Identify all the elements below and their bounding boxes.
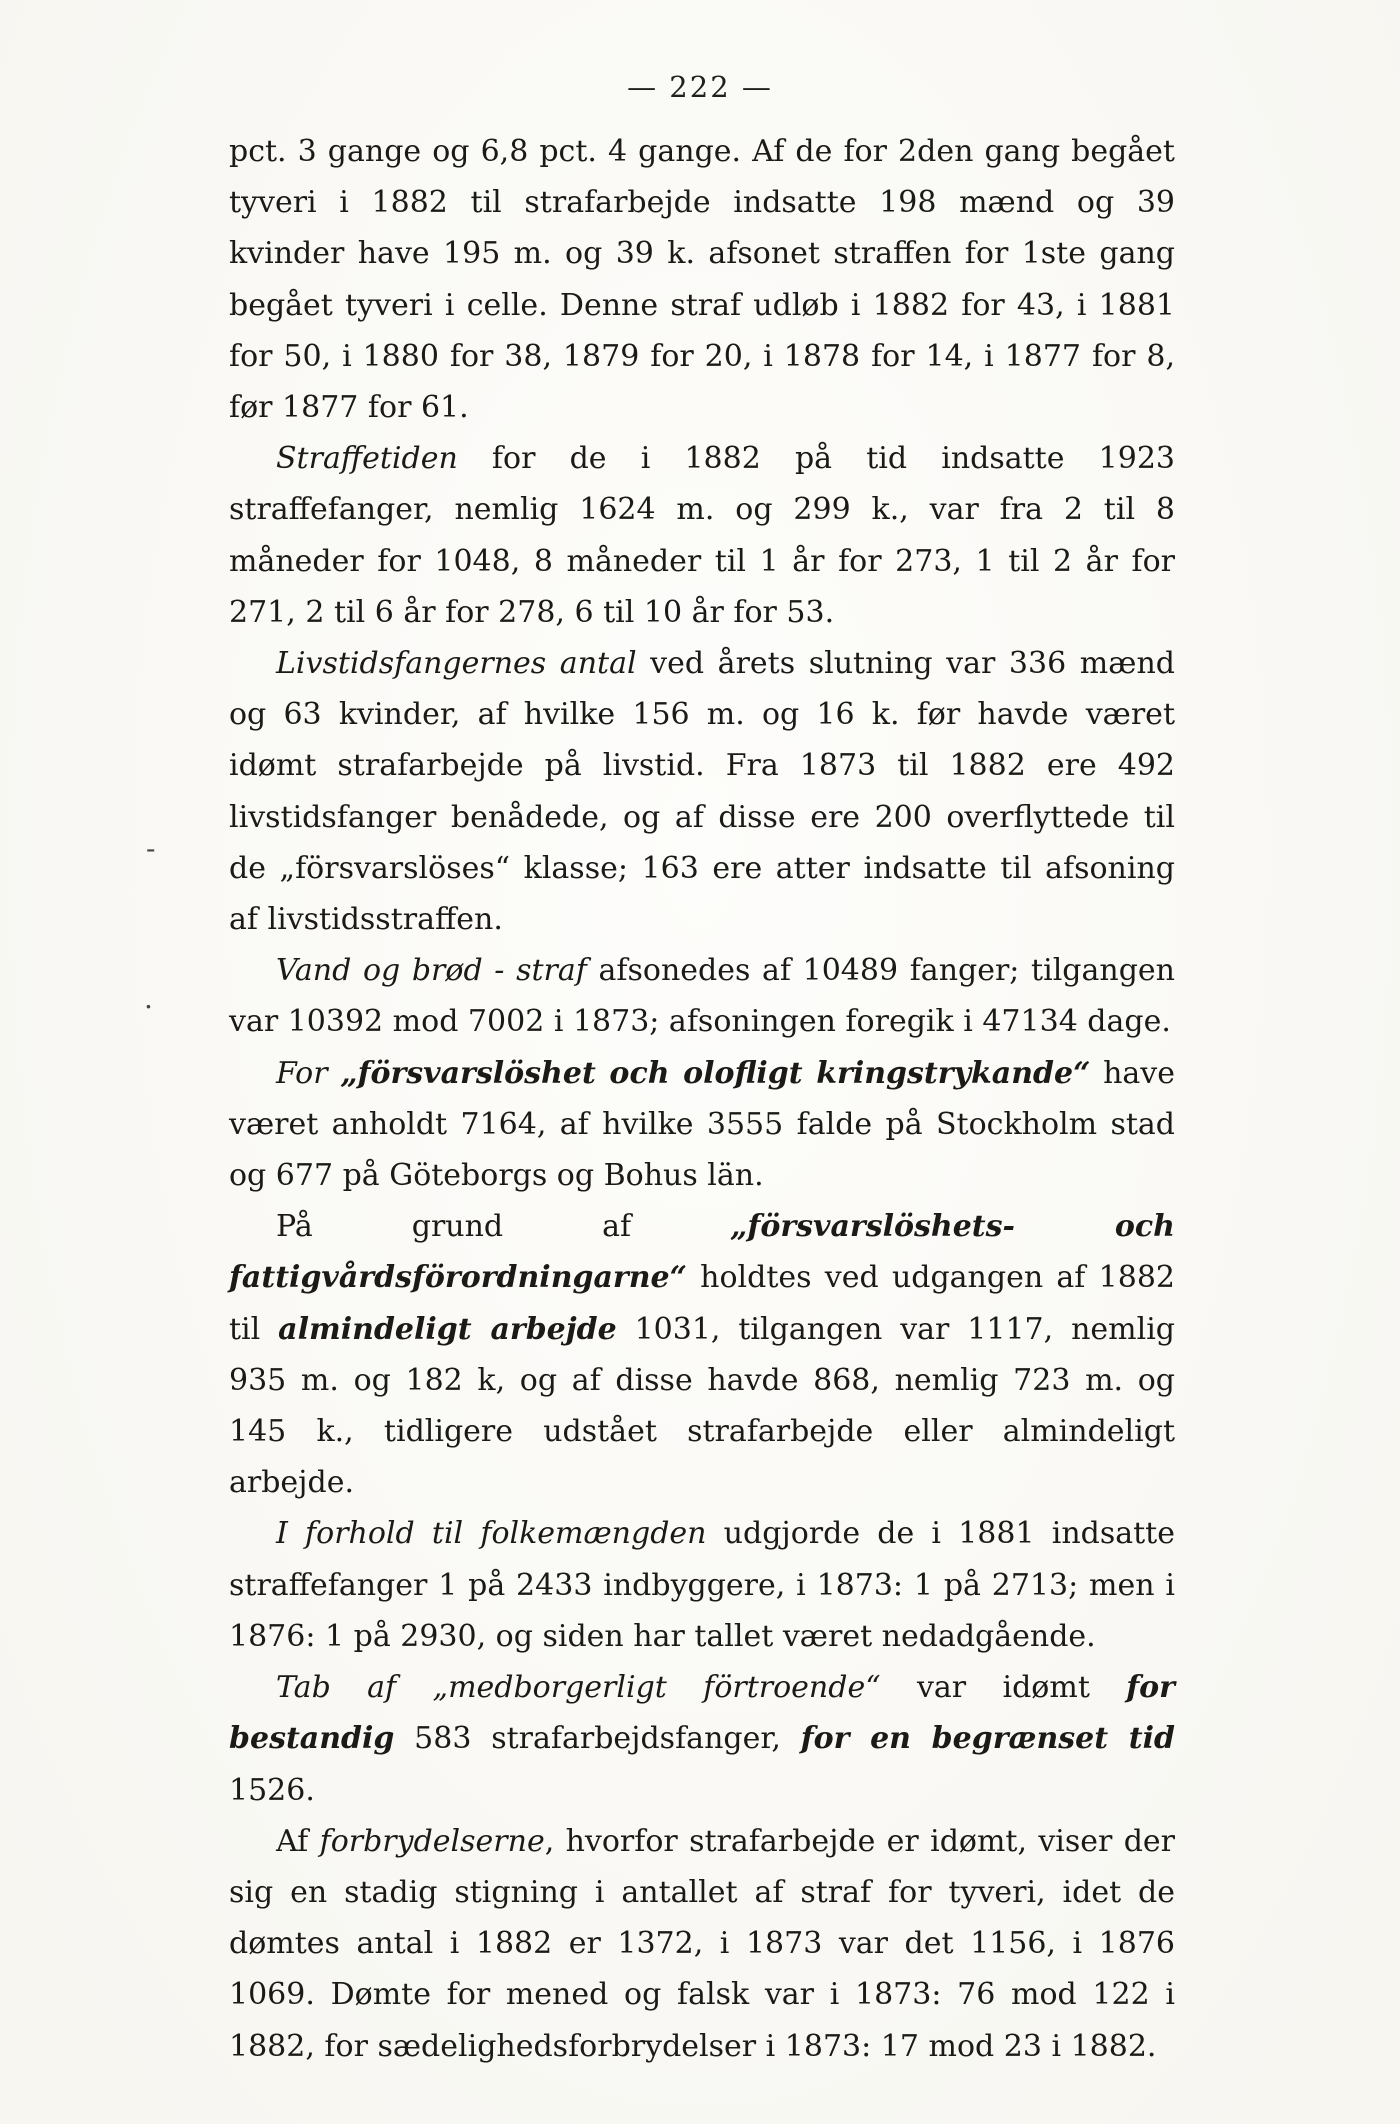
paragraph <box>229 1201 1175 1508</box>
emphasized-text-segment: Vand og brød - straf <box>276 953 587 989</box>
text-segment: holdtes ved udgangen af 1882 til <box>229 1260 1175 1347</box>
emphasized-text-segment: almindeligt arbejde <box>278 1311 617 1347</box>
emphasized-text-segment: „försvarslöshet och olofligt kringstrykande“ <box>340 1055 1091 1091</box>
emphasized-text-segment: I forhold til folkemængden <box>276 1516 707 1552</box>
paragraph <box>229 433 1175 638</box>
emphasized-text-segment: „försvarslöshets- och fattigvårdsförordningarne“ <box>229 1209 1175 1296</box>
emphasized-text-segment: for bestandig <box>229 1670 1175 1757</box>
text-segment: var idømt <box>880 1670 1127 1706</box>
text-segment: 1031, tilgangen var 1117, nemlig 935 m. og 182 k, og af disse havde 868, nemlig 723 m. og 145 k., tidligere udstået strafarbejde eller almindeligt arbejde. <box>229 1311 1175 1501</box>
emphasized-text-segment: For <box>276 1055 341 1091</box>
text-segment: Af <box>276 1823 320 1859</box>
paragraph <box>229 1816 1175 2072</box>
text-segment: for de i 1882 på tid indsatte 1923 straffefanger, nemlig 1624 m. og 299 k., var fra 2 til 8 måneder for 1048, 8 måneder til 1 år for 273, 1 til 2 år for 271, 2 til 6 år for 278, 6 til 10 år for 53. <box>229 441 1175 630</box>
paragraph <box>229 1508 1175 1662</box>
margin-artifact-dot: . <box>144 982 153 1015</box>
body-text <box>229 126 1175 2072</box>
text-segment: , hvorfor strafarbejde er idømt, viser der sig en stadig stigning i antallet af straf for tyveri, idet de dømtes antal i 1882 er 1372, i 1873 var det 1156, i 1876 1069. Dømte for mened og falsk var i 1873: 76 mod 122 i 1882, for sædelighedsforbrydelser i 1873: 17 mod 23 i 1882. <box>229 1823 1176 2064</box>
emphasized-text-segment: for en begrænset tid <box>800 1721 1175 1757</box>
paragraph <box>229 1662 1175 1816</box>
emphasized-text-segment: forbrydelserne <box>319 1823 545 1859</box>
text-segment: have været anholdt 7164, af hvilke 3555 falde på Stockholm stad og 677 på Göteborgs og Bohus län. <box>229 1055 1175 1194</box>
paragraph <box>229 945 1175 1047</box>
text-segment: På grund af <box>276 1209 731 1245</box>
text-segment: pct. 3 gange og 6,8 pct. 4 gange. Af de for 2den gang begået tyveri i 1882 til strafarbejde indsatte 198 mænd og 39 kvinder have 195 m. og 39 k. afsonet straffen for 1ste gang begået tyveri i celle. Denne straf udløb i 1882 for 43, i 1881 for 50, i 1880 for 38, 1879 for 20, i 1878 for 14, i 1877 for 8, før 1877 for 61. <box>229 134 1175 426</box>
emphasized-text-segment: Livstidsfangernes antal <box>276 646 637 682</box>
margin-artifact-dash: - <box>146 832 156 865</box>
emphasized-text-segment: Tab af „medborgerligt förtroende“ <box>276 1670 881 1706</box>
paragraph <box>229 638 1175 945</box>
text-segment: afsonedes af 10489 fanger; tilgangen var 10392 mod 7002 i 1873; afsoningen foregik i 47134 dage. <box>229 953 1175 1040</box>
text-segment: 1526. <box>229 1772 315 1808</box>
paragraph <box>229 1048 1175 1202</box>
paragraph <box>229 126 1175 433</box>
emphasized-text-segment: Straffetiden <box>276 441 458 477</box>
text-segment: ved årets slutning var 336 mænd og 63 kvinder, af hvilke 156 m. og 16 k. før havde været idømt strafarbejde på livstid. Fra 1873 til 1882 ere 492 livstidsfanger benådede, og af disse ere 200 overflyttede til de „försvarslöses“ klasse; 163 ere atter indsatte til afsoning af livstidsstraffen. <box>229 646 1175 938</box>
text-segment: udgjorde de i 1881 indsatte straffefanger 1 på 2433 indbyggere, i 1873: 1 på 2713; men i 1876: 1 på 2930, og siden har tallet været nedadgående. <box>229 1516 1175 1654</box>
text-segment: 583 strafarbejdsfanger, <box>394 1721 801 1757</box>
page-number: — 222 — <box>627 70 773 104</box>
